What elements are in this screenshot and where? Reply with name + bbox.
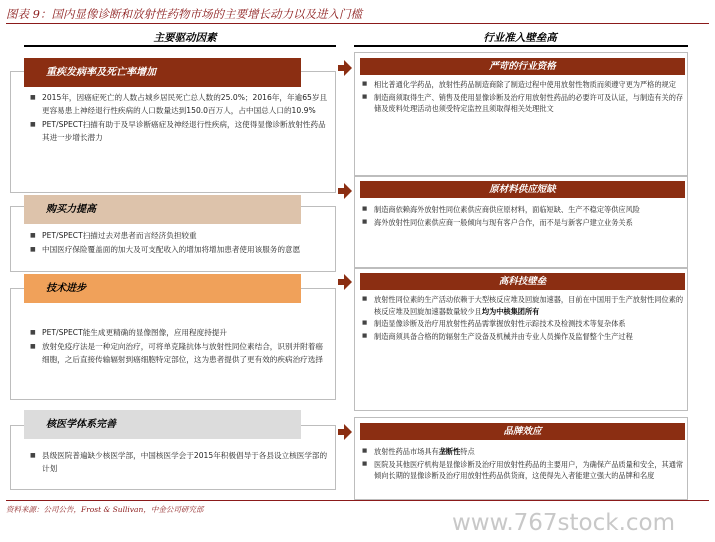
list-item: ■ 县级医院普遍缺少核医学部，中国核医学会于2015年积极倡导于各县设立核医学部的计划: [30, 449, 330, 475]
source-note: 资料来源：公司公告，Frost & Sullivan，中金公司研究部: [6, 505, 204, 514]
footer-divider: [6, 500, 709, 501]
barrier-title-technology: 高科技壁垒: [360, 273, 685, 290]
barrier-title-brand: 品牌效应: [360, 423, 685, 440]
list-item: ■ 医院及其他医疗机构是显像诊断及治疗用放射性药品的主要用户，为确保产品质量和安全，其通常倾向长期的显像诊断及治疗用放射性药品供货商，这使得先入者能建立强大的品牌和名度: [362, 459, 684, 482]
driver-text-purchasing: [30, 229, 330, 257]
list-item: ■ 放射免疫疗法是一种定向治疗，可将单克隆抗体与放射性同位素结合，识别并附着癌细胞，之后直接传输辐射到癌细胞特定部位，这为患者提供了更有效的疾病治疗选择: [30, 340, 330, 366]
list-item: ■ 放射性同位素的生产活动依赖于大型核反应堆及回旋加速器，目前在中国用于生产放射性同位素的核反应堆及回旋加速器数量较少且均为中核集团所有: [362, 294, 684, 317]
right-arrow-icon: [338, 60, 352, 76]
list-item: ■ 放射性药品市场具有垄断性特点: [362, 446, 684, 458]
list-item: ■ 制造商须具备合格的防辐射生产设备及机械并由专业人员操作及监督整个生产过程: [362, 331, 684, 343]
list-item: ■ 制造商须取得生产、销售及使用显像诊断及治疗用放射性药品的必要许可及认证，与制造有关的存储及废料处理活动也须受特定监控且须取得相关处理批文: [362, 92, 684, 115]
left-header-rule: [24, 45, 336, 47]
figure-title: 图表 9：国内显像诊断和放射性药物市场的主要增长动力以及进入门槛: [6, 7, 362, 21]
list-item: ■ PET/SPECT能生成更精确的显像图像，应用程度持提升: [30, 326, 330, 339]
title-divider: [6, 23, 709, 24]
list-item: ■ PET/SPECT扫描过去对患者而言经济负担较重: [30, 229, 330, 242]
driver-title-purchasing: 购买力提高: [24, 195, 301, 224]
right-arrow-icon: [338, 424, 352, 440]
driver-text-technology: [30, 326, 330, 367]
highlight-text: 垄断性: [438, 447, 461, 456]
driver-title-nuclear-system: 核医学体系完善: [24, 410, 301, 439]
driver-title-technology: 技术进步: [24, 274, 301, 303]
list-item: ■ 2015年，因癌症死亡的人数占城乡居民死亡总人数的25.0%；2016年，年逾65岁且更容易患上神经退行性疾病的人口数量达到150.0百万人，占中国总人口的10.9%: [30, 91, 330, 117]
driver-text-disease: [30, 91, 330, 145]
driver-text-nuclear-system: [30, 449, 330, 476]
barrier-title-qualification: 严苛的行业资格: [360, 58, 685, 75]
right-arrow-icon: [338, 274, 352, 290]
barrier-text-supply: [362, 204, 684, 229]
list-item: ■ 中国医疗保险覆盖面的加大及可支配收入的增加将增加患者使用该服务的意愿: [30, 243, 330, 256]
barrier-text-qualification: [362, 79, 684, 116]
left-column-header: 主要驱动因素: [153, 32, 217, 44]
right-arrow-icon: [338, 183, 352, 199]
list-item: ■ 制造显像诊断及治疗用放射性药品需掌握放射性示踪技术及检测技术等复杂体系: [362, 318, 684, 330]
right-column-header: 行业准入壁垒高: [483, 32, 557, 44]
highlight-text: 均为中核集团所有: [481, 306, 540, 316]
barrier-text-technology: [362, 294, 684, 343]
driver-title-disease: 重疾发病率及死亡率增加: [24, 58, 301, 87]
list-item: ■ 相比普通化学药品，放射性药品制造商除了制造过程中使用放射性物质而须遵守更为严格的规定: [362, 79, 684, 91]
list-item: ■ 制造商依赖海外放射性同位素供应商供应原材料，面临短缺、生产不稳定等供应风险: [362, 204, 684, 216]
list-item: ■ PET/SPECT扫描有助于及早诊断癌症及神经退行性疾病，这使得显像诊断放射性药品其进一步增长潜力: [30, 118, 330, 144]
barrier-title-supply: 原材料供应短缺: [360, 181, 685, 198]
list-item: ■ 海外放射性同位素供应商一般倾向与现有客户合作，而不是与新客户建立业务关系: [362, 217, 684, 229]
watermark-text: www.767stock.com: [452, 510, 676, 536]
right-header-rule: [354, 45, 688, 47]
barrier-text-brand: [362, 446, 684, 483]
